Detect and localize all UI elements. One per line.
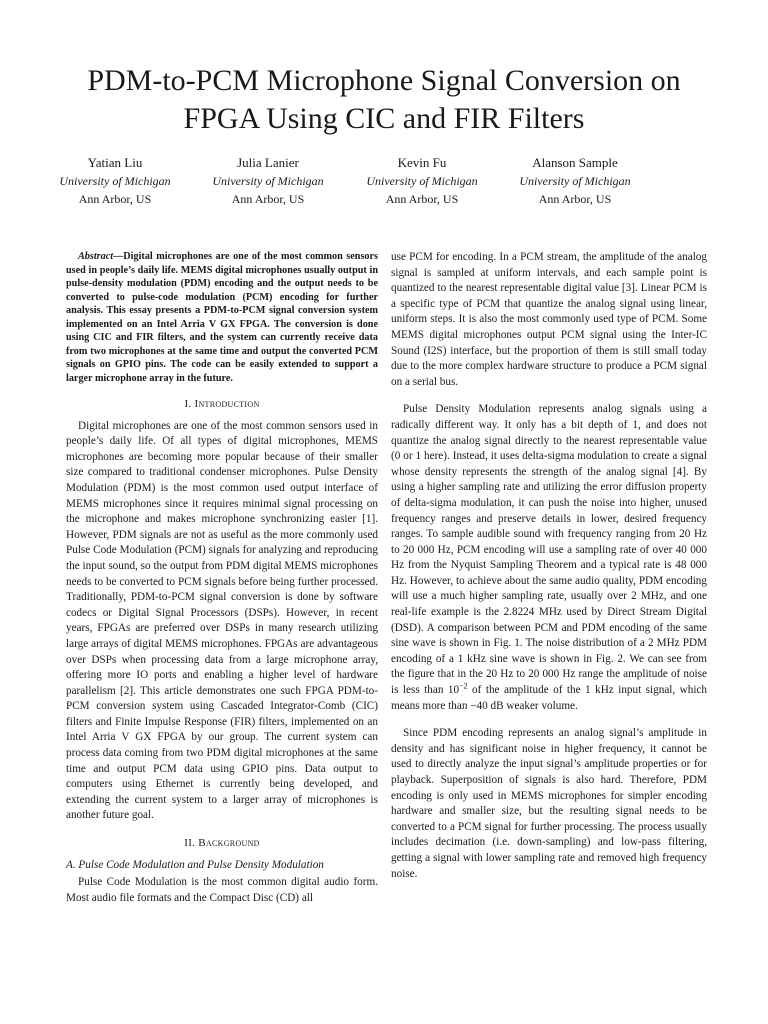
section-title: Introduction	[194, 398, 260, 410]
author-location: Ann Arbor, US	[385, 192, 459, 206]
section-heading-introduction	[66, 397, 378, 413]
title-line-2: FPGA Using CIC and FIR Filters	[183, 102, 585, 135]
section-numeral: I.	[184, 398, 192, 410]
pdm-paragraph-text-b: of the amplitude of the 1 kHz input signal, which means more than −40 dB weaker volume.	[391, 684, 707, 712]
author-location: Ann Arbor, US	[538, 192, 612, 206]
abstract-text: —Digital microphones are one of the most common sensors used in people’s daily life. MEMS digital microphones usually output in pulse-density modulation (PDM) encoding and the output needs to be converted to pulse-code modulation (PCM) encoding for further analysis. This essay presents a PDM-to-PCM signal conversion system implemented on an Intel Arria V GX FPGA. The conversion is done using CIC and FIR filters, and the system can currently receive data from two microphones at the same time and output the converted PCM signals on GPIO pins. The code can be easily extended to support a larger microphone array in the future.	[66, 251, 378, 384]
author-name: Alanson Sample	[532, 155, 618, 170]
author-name: Kevin Fu	[397, 155, 447, 170]
author-location: Ann Arbor, US	[78, 192, 152, 206]
subsection-heading: A. Pulse Code Modulation and Pulse Density Modulation	[66, 858, 324, 871]
section-heading-background	[66, 836, 378, 852]
paper-title	[40, 62, 728, 138]
author-3	[347, 154, 497, 208]
abstract-label: Abstract	[78, 251, 114, 262]
abstract	[66, 250, 378, 385]
author-affiliation: University of Michigan	[519, 174, 631, 188]
conversion-paragraph: Since PDM encoding represents an analog signal’s amplitude in density and has significant noise in higher frequency, it cannot be used to directly analyze the input signal’s amplitude properties or for playback. Superposition of signals is also hard. Therefore, PDM encoding is only used in MEMS microphones for simpler encoding hardware and smaller size, but the resulting signal needs to be converted to a PCM signal for further processing. The process usually includes decimation (i.e. down-sampling) and low-pass filtering, getting a signal with lower sampling rate and removed high frequency noise.	[391, 727, 707, 880]
right-column	[391, 250, 707, 894]
author-location: Ann Arbor, US	[231, 192, 305, 206]
section-title: Background	[198, 837, 260, 850]
title-line-1: PDM-to-PCM Microphone Signal Conversion on	[87, 64, 681, 97]
author-2	[193, 154, 343, 208]
background-paragraph: Pulse Code Modulation is the most common digital audio form. Most audio file formats and the Compact Disc (CD) all	[66, 876, 378, 904]
exponent: −2	[459, 681, 468, 691]
author-name: Julia Lanier	[237, 155, 299, 170]
left-column	[66, 250, 378, 918]
author-affiliation: University of Michigan	[212, 174, 324, 188]
author-4	[500, 154, 650, 208]
author-block	[40, 154, 728, 214]
section-numeral: II.	[184, 837, 196, 850]
pdm-paragraph	[391, 402, 707, 714]
introduction-paragraph: Digital microphones are one of the most common sensors used in people’s daily life. Of all types of digital microphones, MEMS microphones are becoming more popular because of their smaller size compared to traditional condenser microphones. Pulse Density Modulation (PDM) is the most common used output interface of MEMS microphones since it requires minimal signal processing on the microphone and makes microphone synchronizing easier [1]. However, PDM signals are not as useful as the more commonly used Pulse Code Modulation (PCM) signals for analyzing and reproducing the input sound, so the output from PDM digital MEMS microphones needs to be converted to PCM signals before being further processed. Traditionally, PDM-to-PCM signal conversion is done by software codecs or Digital Signal Processors (DSPs). However, in recent years, FPGAs are preferred over DSPs in many research utilizing large arrays of digital MEMS microphones. FPGAs are advantageous over DSPs when processing data from a large microphone array, offering more IO ports and enabling a higher level of hardware parallelism [2]. This article demonstrates one such FPGA PDM-to-PCM conversion system using Cascaded Integrator-Comb (CIC) filters and Finite Impulse Response (FIR) filters, implemented on an Intel Arria V GX FPGA by our group. The current system can process data coming from two PDM digital microphones at the same time and output PCM data using GPIO pins. Data output to computers using Ethernet is currently being developed, and extending the current system to a larger array of microphones is another future goal.	[66, 419, 378, 822]
author-affiliation: University of Michigan	[366, 174, 478, 188]
author-affiliation: University of Michigan	[59, 174, 171, 188]
author-name: Yatian Liu	[87, 155, 143, 170]
pdm-paragraph-text-a: Pulse Density Modulation represents analog signals using a radically different way. It only has a bit depth of 1, and does not quantize the analog signal directly to the nearest representable value (0 or 1 here). Instead, it uses delta-sigma modulation to create a signal whose density represents the strength of the analog signal [4]. By using a higher sampling rate and utilizing the error diffusion property of delta-sigma modulation, it can push the noise into higher, unused frequency ranges and preserve details in lower, desired frequency ranges. To sample audible sound with frequency ranging from 20 Hz to 20 000 Hz, PCM encoding will use a sampling rate of over 40 000 Hz from the Nyquist Sampling Theorem and a typical rate is 48 000 Hz. However, to achieve about the same audio quality, PDM encoding will use a much higher sampling rate, usually over 2 MHz, and one real-life example is the 2.8224 MHz used by Direct Stream Digital (DSD). A comparison between PCM and PDM encoding of the same sine wave is shown in Fig. 1. The noise distribution of a 2 MHz PDM encoding of a 1 kHz sine wave is shown in Fig. 2. We can see from the figure that in the 20 Hz to 20 000 Hz range the amplitude of noise is less than 10	[391, 403, 707, 697]
pcm-paragraph: use PCM for encoding. In a PCM stream, the amplitude of the analog signal is sampled at uniform intervals, and each sample point is quantized to the nearest representable digital value [3]. Linear PCM is a specific type of PCM that quantize the analog signal using linear, uniform steps. It is also the most commonly used type of PCM. Some MEMS digital microphones output PCM signal using the Inter-IC Sound (I2S) interface, but the proportion of them is still small today due to the more complex hardware structure to produce a PCM signal on a serial bus.	[391, 251, 707, 388]
author-1	[40, 154, 190, 208]
